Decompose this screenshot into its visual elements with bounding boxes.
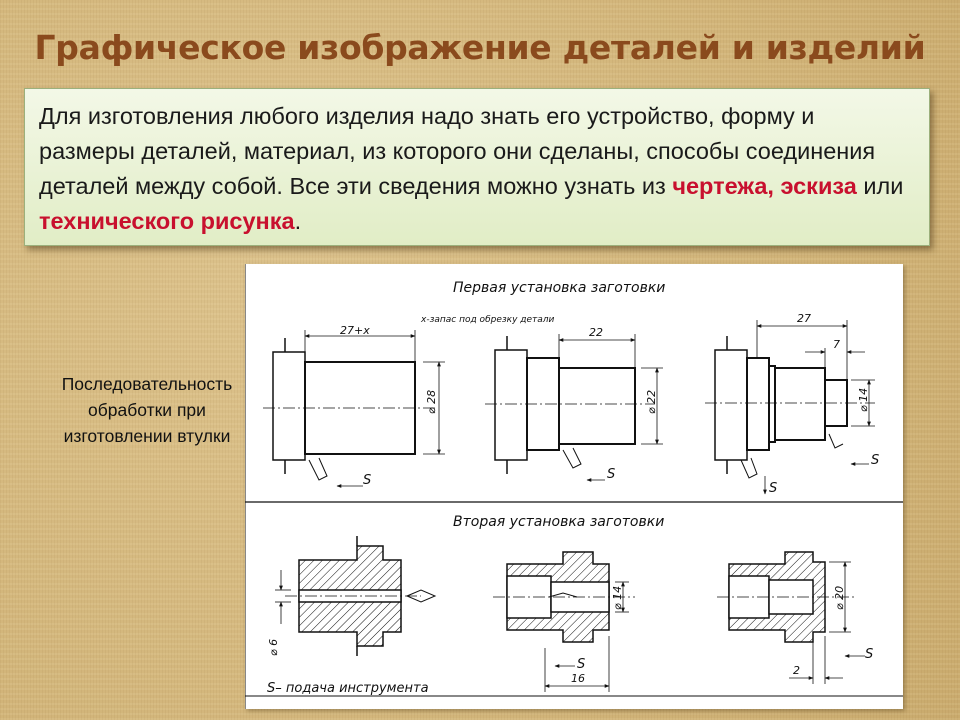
setup2-step3 <box>717 552 865 684</box>
dim-step-7: 7 <box>833 338 840 351</box>
feed-label-s5: S <box>577 657 586 672</box>
dim-length-27x: 27+x <box>340 324 370 337</box>
info-highlight-technical-drawing: технического рисунка <box>39 208 295 234</box>
dim-length-16: 16 <box>571 672 585 685</box>
section1-title: Первая установка заготовки <box>453 280 666 296</box>
dim-diam-6: ⌀ 6 <box>267 638 280 656</box>
dim-note-allowance: x-запас под обрезку детали <box>421 315 555 325</box>
info-highlight-drawing-sketch: чертежа, эскиза <box>672 173 857 199</box>
dim-length-27: 27 <box>797 312 811 325</box>
dim-diam-28: ⌀ 28 <box>425 389 438 414</box>
dim-length-2: 2 <box>793 664 800 677</box>
dim-length-22: 22 <box>589 326 603 339</box>
setup1-step1 <box>263 330 445 486</box>
feed-label-s4: S <box>871 453 880 468</box>
feed-label-s3: S <box>769 481 778 496</box>
info-text-part3: . <box>294 208 302 234</box>
side-caption: Последовательность обработки при изготовлении втулки <box>61 374 233 446</box>
feed-label-s2: S <box>607 467 616 482</box>
feed-label-s6: S <box>865 647 874 662</box>
info-box <box>24 88 930 246</box>
setup1-step3 <box>705 320 875 494</box>
section2-title: Вторая установка заготовки <box>453 514 665 530</box>
dim-diam-22: ⌀ 22 <box>645 389 658 414</box>
setup2-step2 <box>493 552 635 692</box>
slide-title: Графическое изображение деталей и изделий <box>34 28 926 67</box>
info-text-part1: Для изготовления любого изделия надо знать его устройство, форму и размеры деталей, материал, из которого они сделаны, способы соединения деталей между собой. Все эти сведения можно узнать из <box>39 103 876 199</box>
dim-diam-20: ⌀ 20 <box>833 585 846 610</box>
drawing-legend: S– подача инструмента <box>267 681 429 696</box>
bushing-machining-drawing <box>245 264 903 709</box>
setup1-step2 <box>485 334 663 480</box>
feed-label-s1: S <box>363 473 372 488</box>
info-text-part2: или <box>856 173 904 199</box>
dim-diam-14-bottom: ⌀ 14 <box>611 585 624 610</box>
setup2-step1 <box>275 536 435 656</box>
dim-diam-14-top: ⌀ 14 <box>857 387 870 412</box>
